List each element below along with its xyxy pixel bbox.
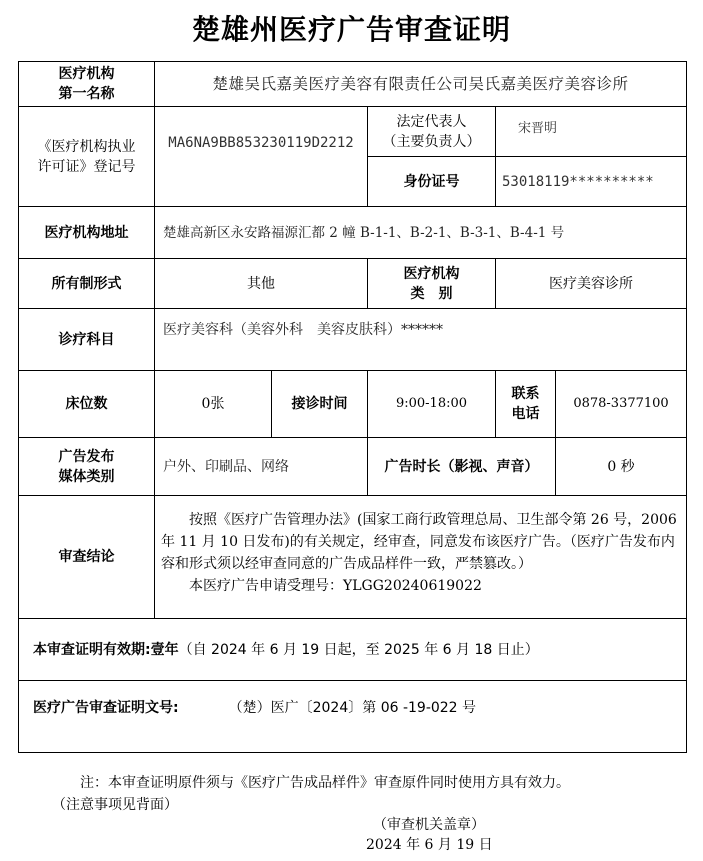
validity-cell (19, 619, 687, 681)
license-row (19, 107, 687, 157)
duration-value: 0 秒 (556, 438, 687, 496)
duration-label: 广告时长（影视、声音） (368, 438, 556, 496)
dept-label: 诊疗科目 (19, 309, 155, 371)
dept-value: 医疗美容科（美容外科 美容皮肤科）****** (155, 309, 687, 371)
phone-label: 联系 电话 (496, 371, 556, 438)
application-number: 本医疗广告申请受理号：YLGG20240619022 (189, 578, 482, 594)
legal-rep-label: 法定代表人 （主要负责人） (368, 107, 496, 157)
review-text: 按照《医疗广告管理办法》(国家工商行政管理总局、卫生部令第 26 号，2006 年 11 月 10 日发布)的有关规定，经审查，同意发布该医疗广告。（医疗广告发布内容和形式须以经审查同意的广告成品样件一致，严禁篡改。） (161, 512, 677, 572)
issue-date: 2024 年 6 月 19 日 (366, 837, 493, 853)
review-row (19, 496, 687, 619)
media-label: 广告发布 媒体类别 (19, 438, 155, 496)
dept-row (19, 309, 687, 371)
footer-note: 注：本审查证明原件须与《医疗广告成品样件》审查原件同时使用方具有效力。 (80, 775, 570, 791)
review-form-table (18, 61, 687, 753)
document-title: 楚雄州医疗广告审查证明 (191, 13, 511, 46)
seal-text: （审查机关盖章） (373, 817, 485, 833)
legal-rep-value: 宋晋明 (496, 107, 687, 157)
review-conclusion (155, 496, 687, 619)
footer-note-back: （注意事项见背面） (52, 797, 178, 813)
org-name-label: 医疗机构 第一名称 (19, 62, 155, 107)
license-label: 《医疗机构执业 许可证》登记号 (19, 107, 155, 207)
ownership-row (19, 259, 687, 309)
beds-row (19, 371, 687, 438)
docno-row (19, 681, 687, 753)
category-value: 医疗美容诊所 (496, 259, 687, 309)
org-name-row (19, 62, 687, 107)
category-label: 医疗机构 类 别 (368, 259, 496, 309)
beds-label: 床位数 (19, 371, 155, 438)
docno-label: 医疗广告审查证明文号: (33, 699, 179, 716)
address-value: 楚雄高新区永安路福源汇都 2 幢 B-1-1、B-2-1、B-3-1、B-4-1 号 (155, 207, 687, 259)
address-label: 医疗机构地址 (19, 207, 155, 259)
ownership-label: 所有制形式 (19, 259, 155, 309)
id-label: 身份证号 (368, 157, 496, 207)
docno-cell (19, 681, 687, 753)
id-value: 53018119********** (496, 157, 687, 207)
docno-value: （楚）医广〔2024〕第 06 -19-022 号 (228, 699, 477, 716)
media-row (19, 438, 687, 496)
validity-value: （自 2024 年 6 月 19 日起，至 2025 年 6 月 18 日止） (178, 641, 539, 658)
beds-value: 0张 (155, 371, 272, 438)
media-value: 户外、印刷品、网络 (155, 438, 368, 496)
address-row (19, 207, 687, 259)
hours-value: 9:00-18:00 (368, 371, 496, 438)
validity-label: 本审查证明有效期:壹年 (33, 641, 179, 658)
license-value: MA6NA9BB853230119D2212 (155, 107, 368, 207)
org-name-value: 楚雄吴氏嘉美医疗美容有限责任公司吴氏嘉美医疗美容诊所 (155, 62, 687, 107)
phone-value: 0878-3377100 (556, 371, 687, 438)
hours-label: 接诊时间 (272, 371, 368, 438)
review-label: 审查结论 (19, 496, 155, 619)
ownership-value: 其他 (155, 259, 368, 309)
validity-row (19, 619, 687, 681)
